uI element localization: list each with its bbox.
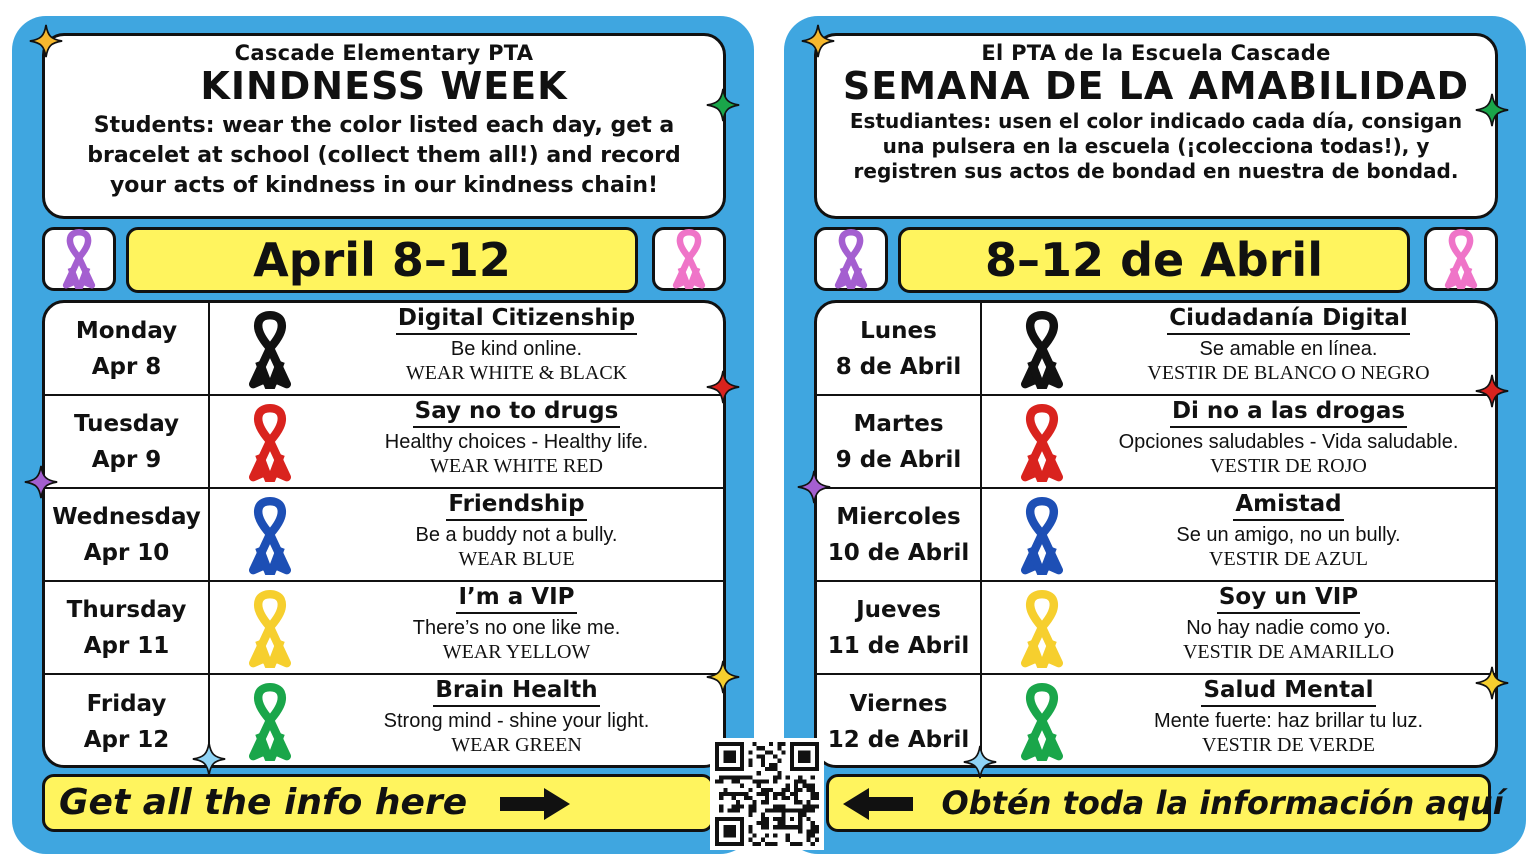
red-ribbon-icon <box>1002 404 1082 482</box>
day-cell <box>45 396 210 487</box>
theme-tagline: Strong mind - shine your light. <box>383 710 650 732</box>
wear-instruction: WEAR GREEN <box>451 734 582 756</box>
day-name: Jueves <box>856 596 941 623</box>
day-date: Apr 12 <box>83 726 170 753</box>
wear-instruction: WEAR WHITE & BLACK <box>405 362 628 384</box>
day-date: Apr 10 <box>83 539 170 566</box>
day-cell <box>817 396 982 487</box>
info-link-banner[interactable] <box>826 774 1504 832</box>
day-date: 10 de Abril <box>827 539 970 566</box>
spanish-schedule-table <box>814 300 1498 768</box>
yellow-ribbon-icon <box>230 590 310 668</box>
day-date: Apr 8 <box>91 353 162 380</box>
sparkle-icon <box>797 470 831 504</box>
sparkle-icon <box>801 24 835 58</box>
spanish-flyer-panel <box>784 16 1526 854</box>
day-cell <box>817 675 982 768</box>
day-cell <box>817 582 982 673</box>
wear-instruction: WEAR WHITE RED <box>430 455 603 477</box>
theme-title: Amistad <box>1233 491 1343 521</box>
english-header <box>42 33 726 219</box>
theme-cell <box>310 303 723 394</box>
qr-code-graphic <box>714 742 820 846</box>
purple-ribbon-icon <box>827 229 875 289</box>
theme-cell <box>310 489 723 580</box>
sparkle-icon <box>29 24 63 58</box>
wear-instruction: VESTIR DE ROJO <box>1210 455 1367 477</box>
green-ribbon-icon <box>230 683 310 761</box>
schedule-row <box>45 582 723 675</box>
schedule-row <box>45 675 723 768</box>
schedule-row <box>817 675 1495 768</box>
day-cell <box>817 489 982 580</box>
date-range-banner: April 8–12 <box>126 227 638 293</box>
purple-ribbon-box <box>42 227 116 291</box>
schedule-row <box>817 489 1495 582</box>
wear-instruction: VESTIR DE VERDE <box>1202 734 1375 756</box>
sparkle-icon <box>1475 93 1509 127</box>
day-name: Wednesday <box>52 503 201 530</box>
org-name: Cascade Elementary PTA <box>234 41 534 65</box>
theme-title: I’m a VIP <box>456 584 576 614</box>
pink-ribbon-box <box>1424 227 1498 291</box>
date-range-banner: 8–12 de Abril <box>898 227 1410 293</box>
day-date: Apr 11 <box>83 632 170 659</box>
day-name: Thursday <box>66 596 187 623</box>
event-title: SEMANA DE LA AMABILIDAD <box>842 64 1470 108</box>
pink-ribbon-icon <box>665 229 713 289</box>
theme-title: Digital Citizenship <box>396 305 637 335</box>
black-ribbon-icon <box>230 311 310 389</box>
sparkle-icon <box>1475 374 1509 408</box>
theme-cell <box>310 582 723 673</box>
day-date: 12 de Abril <box>827 726 970 753</box>
day-name: Viernes <box>849 690 948 717</box>
schedule-row <box>45 303 723 396</box>
arrow-left-icon <box>841 787 915 821</box>
wear-instruction: VESTIR DE AMARILLO <box>1182 641 1395 663</box>
theme-title: Di no a las drogas <box>1170 398 1407 428</box>
event-title: KINDNESS WEEK <box>200 64 568 108</box>
day-cell <box>45 675 210 768</box>
theme-tagline: Healthy choices - Healthy life. <box>384 431 649 453</box>
spanish-header <box>814 33 1498 219</box>
schedule-row <box>817 582 1495 675</box>
blue-ribbon-icon <box>230 497 310 575</box>
theme-title: Brain Health <box>433 677 599 707</box>
wear-instruction: WEAR BLUE <box>458 548 575 570</box>
day-date: 8 de Abril <box>835 353 962 380</box>
wear-instruction: VESTIR DE BLANCO O NEGRO <box>1147 362 1430 384</box>
sparkle-icon <box>1475 666 1509 700</box>
theme-cell <box>1082 303 1495 394</box>
theme-cell <box>1082 489 1495 580</box>
theme-cell <box>310 675 723 768</box>
theme-tagline: Mente fuerte: haz brillar tu luz. <box>1153 710 1423 732</box>
black-ribbon-icon <box>1002 311 1082 389</box>
sparkle-icon <box>192 742 226 776</box>
day-cell <box>45 303 210 394</box>
day-cell <box>817 303 982 394</box>
day-date: 11 de Abril <box>827 632 970 659</box>
theme-tagline: Be a buddy not a bully. <box>415 524 618 546</box>
info-link-banner[interactable] <box>42 774 714 832</box>
schedule-row <box>817 396 1495 489</box>
theme-cell <box>1082 582 1495 673</box>
theme-cell <box>1082 396 1495 487</box>
theme-title: Soy un VIP <box>1217 584 1360 614</box>
day-date: 9 de Abril <box>835 446 962 473</box>
red-ribbon-icon <box>230 404 310 482</box>
theme-tagline: There’s no one like me. <box>412 617 621 639</box>
cta-text: Get all the info here <box>59 782 468 823</box>
schedule-row <box>45 489 723 582</box>
qr-code-icon[interactable] <box>710 738 824 850</box>
theme-cell <box>1082 675 1495 768</box>
schedule-row <box>817 303 1495 396</box>
theme-title: Say no to drugs <box>413 398 621 428</box>
day-cell <box>45 489 210 580</box>
theme-tagline: Be kind online. <box>450 338 583 360</box>
yellow-ribbon-icon <box>1002 590 1082 668</box>
arrow-right-icon <box>498 787 572 821</box>
english-schedule-table <box>42 300 726 768</box>
day-name: Friday <box>86 690 167 717</box>
pink-ribbon-box <box>652 227 726 291</box>
cta-text: Obtén toda la información aquí <box>941 784 1504 822</box>
english-flyer-panel <box>12 16 754 854</box>
day-name: Lunes <box>860 317 937 344</box>
sparkle-icon <box>24 465 58 499</box>
event-description: Estudiantes: usen el color indicado cada día, consigan una pulsera en la escuela (¡colecciona todas!), y registren sus actos de bondad en nuestra de bondad. <box>849 109 1463 183</box>
theme-title: Friendship <box>446 491 586 521</box>
pink-ribbon-icon <box>1437 229 1485 289</box>
wear-instruction: VESTIR DE AZUL <box>1209 548 1368 570</box>
day-cell <box>45 582 210 673</box>
blue-ribbon-icon <box>1002 497 1082 575</box>
purple-ribbon-icon <box>55 229 103 289</box>
sparkle-icon <box>706 660 740 694</box>
schedule-row <box>45 396 723 489</box>
theme-title: Ciudadanía Digital <box>1167 305 1410 335</box>
theme-tagline: Se un amigo, no un bully. <box>1176 524 1401 546</box>
event-description: Students: wear the color listed each day, get a bracelet at school (collect them all!) and record your acts of kindness in our kindness chain! <box>87 113 681 198</box>
theme-tagline: No hay nadie como yo. <box>1186 617 1391 639</box>
sparkle-icon <box>706 370 740 404</box>
day-name: Miercoles <box>836 503 961 530</box>
sparkle-icon <box>963 745 997 779</box>
theme-tagline: Se amable en línea. <box>1199 338 1378 360</box>
wear-instruction: WEAR YELLOW <box>442 641 591 663</box>
day-name: Tuesday <box>73 410 180 437</box>
purple-ribbon-box <box>814 227 888 291</box>
sparkle-icon <box>706 88 740 122</box>
theme-title: Salud Mental <box>1201 677 1375 707</box>
day-name: Monday <box>75 317 178 344</box>
org-name: El PTA de la Escuela Cascade <box>981 41 1331 65</box>
theme-cell <box>310 396 723 487</box>
theme-tagline: Opciones saludables - Vida saludable. <box>1118 431 1459 453</box>
day-name: Martes <box>853 410 944 437</box>
day-date: Apr 9 <box>91 446 162 473</box>
green-ribbon-icon <box>1002 683 1082 761</box>
